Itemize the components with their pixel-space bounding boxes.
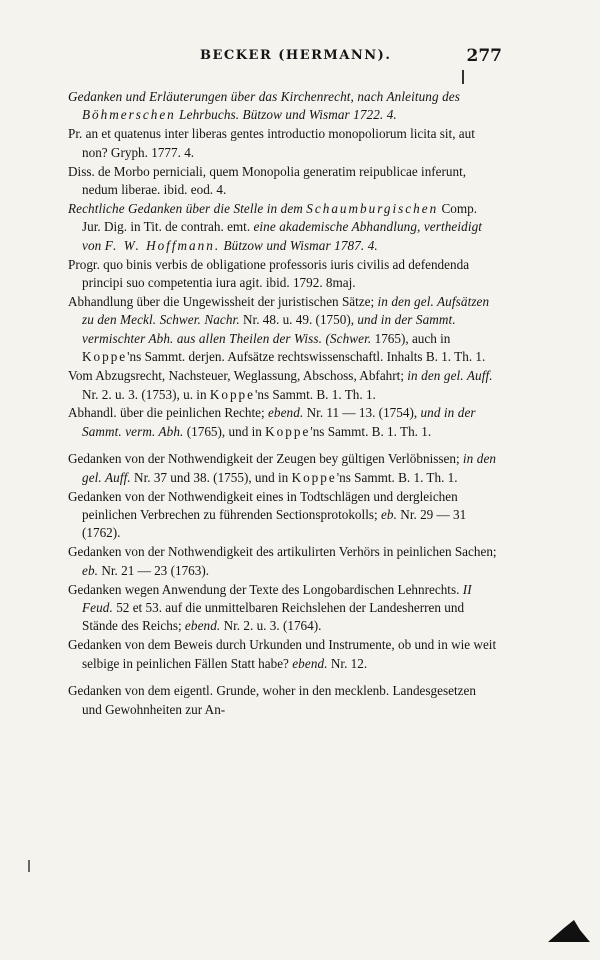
entry-text-segment: ebend. <box>267 405 304 421</box>
entry-abhandlung-ungewissheit <box>68 293 498 367</box>
entry-text-segment: Koppe <box>291 469 337 485</box>
entry-text-segment: in den gel. Auff. <box>82 451 497 485</box>
running-head: BECKER (HERMANN). <box>200 48 392 63</box>
entry-gedanken-todtschlaegen <box>68 488 498 543</box>
entry-diss-morbo <box>68 163 498 200</box>
entry-text-segment: Nr. 12. <box>327 655 368 671</box>
entry-text-segment: Nr. 48. u. 49. (1750), <box>239 312 358 328</box>
entry-progr-binis <box>68 256 498 293</box>
entry-text-segment: Nr. 37 und 38. (1755), und in <box>130 469 292 485</box>
entry-text-segment: Nr. 29 — 31 (1762). <box>82 506 467 541</box>
entry-gedanken-grunde <box>68 682 498 719</box>
entry-gedanken-kirchenrecht <box>68 88 498 125</box>
entry-abhandl-peinlichen <box>68 404 498 441</box>
entry-text-segment: Koppe <box>209 386 256 402</box>
entry-text-segment: Koppe <box>82 349 128 365</box>
entry-text-segment: Gedanken von der Nothwendigkeit eines in Todtschlägen und dergleichen peinlichen Verbrechen zu führenden Sectionsprotokolls; <box>68 488 458 522</box>
entry-text-segment: und in der Sammt. vermischter Abh. aus allen Theilen der Wiss. (Schwer. <box>82 312 456 346</box>
entry-text-segment: 52 et 53. auf die unmittelbaren Reichslehen der Landesherren und Stände des Reichs; <box>82 599 465 634</box>
entry-text-segment: Nr. 2. u. 3. (1753), u. in <box>82 386 210 402</box>
entry-text-segment: eb. <box>380 506 397 522</box>
entry-gedanken-beweis <box>68 636 498 673</box>
entry-text-segment: Gedanken von dem Beweis durch Urkunden und Instrumente, ob und in wie weit selbige in peinlichen Fällen Statt habe? <box>68 637 497 671</box>
entry-text-segment: 'ns Sammt. B. 1. Th. 1. <box>336 469 458 485</box>
entry-text-segment: Nr. 11 — 13. (1754), <box>303 405 421 421</box>
entry-text-segment: Nr. 21 — 23 (1763). <box>98 562 210 578</box>
entry-text-segment: in den gel. Aufsätzen zu den Meckl. Schwer. Nachr. <box>82 293 490 328</box>
entry-text-segment: Abhandl. über die peinlichen Rechte; <box>68 405 268 421</box>
entry-text-segment: Comp. Jur. Dig. in Tit. de contrah. emt. <box>82 200 478 235</box>
entry-text-segment: F. W. Hoffmann. <box>104 237 221 253</box>
entry-text-segment: Gedanken von der Nothwendigkeit der Zeugen bey gültigen Verlöbnissen; <box>68 451 463 467</box>
entry-text-segment: Vom Abzugsrecht, Nachsteuer, Weglassung, Abschoss, Abfahrt; <box>68 368 408 384</box>
entry-text-segment: ebend. <box>184 618 221 634</box>
page-number: 277 <box>466 46 502 66</box>
entry-text-segment: ebend. <box>292 655 328 671</box>
entry-text-segment: 'ns Sammt. derjen. Aufsätze rechtswissenschaftl. Inhalts B. 1. Th. 1. <box>127 349 486 365</box>
entry-text-segment: eb. <box>82 562 99 578</box>
entry-gedanken-longobardischen <box>68 581 498 636</box>
entry-text-segment: II Feud. <box>82 581 472 615</box>
entry-text-segment: 'ns Sammt. B. 1. Th. 1. <box>255 386 376 402</box>
entry-text-segment: Diss. de Morbo perniciali, quem Monopolia generatim reipublicae inferunt, nedum liberae. ibid. eod. 4. <box>68 163 467 198</box>
entry-rechtliche-gedanken <box>68 200 498 255</box>
entry-text-segment: Bützow und Wismar 1787. 4. <box>220 237 378 253</box>
entry-pr-quatenus <box>68 125 498 162</box>
entry-text-segment: 1765), auch in <box>371 330 451 346</box>
entry-text-segment: Gedanken von dem eigentl. Grunde, woher in den mecklenb. Landesgesetzen und Gewohnheiten zur An- <box>68 683 476 717</box>
entry-text-segment: Böhmerschen <box>82 107 176 123</box>
entry-gedanken-zeugen <box>68 450 498 487</box>
entry-text-segment: Gedanken wegen Anwendung der Texte des Longobardischen Lehnrechts. <box>68 581 463 597</box>
entry-text-segment: 'ns Sammt. B. 1. Th. 1. <box>310 423 432 439</box>
entry-text-segment: Gedanken und Erläuterungen über das Kirchenrecht, nach Anleitung des <box>68 89 460 104</box>
entry-text-segment: Progr. quo binis verbis de obligatione professoris iuris civilis ad defendenda principi suo competentia iura agit. ibid. 1792. 8maj. <box>68 256 470 291</box>
entry-text-segment: Rechtliche Gedanken über die Stelle in dem <box>68 200 307 216</box>
entry-text-segment: in den gel. Auff. <box>407 368 493 384</box>
entry-text-segment: eine akademische Abhandlung, vertheidigt von <box>82 219 483 253</box>
margin-tick-mark <box>28 860 30 872</box>
entry-text-segment: Abhandlung über die Ungewissheit der juristischen Sätze; <box>68 293 378 309</box>
entry-text-segment: (1765), und in <box>183 423 266 439</box>
entry-text-segment: Gedanken von der Nothwendigkeit des artikulirten Verhörs in peinlichen Sachen; <box>68 544 497 560</box>
page-corner-mark <box>546 918 592 944</box>
bibliography-list <box>68 88 498 719</box>
page-header <box>0 48 600 72</box>
entry-text-segment: Schaumburgischen <box>306 200 439 216</box>
entry-text-segment: Pr. an et quatenus inter liberas gentes introductio monopoliorum licita sit, aut non? Gryph. 1777. 4. <box>68 126 475 160</box>
entry-text-segment: Nr. 2. u. 3. (1764). <box>220 618 322 634</box>
entry-gedanken-artikulirten <box>68 543 498 580</box>
entry-text-segment: und in der Sammt. verm. Abh. <box>82 405 476 439</box>
margin-tick-mark <box>462 70 464 84</box>
entry-text-segment: Lehrbuchs. Bützow und Wismar 1722. 4. <box>175 107 397 123</box>
entry-vom-abzugsrecht <box>68 367 498 404</box>
entry-text-segment: Koppe <box>265 423 311 439</box>
